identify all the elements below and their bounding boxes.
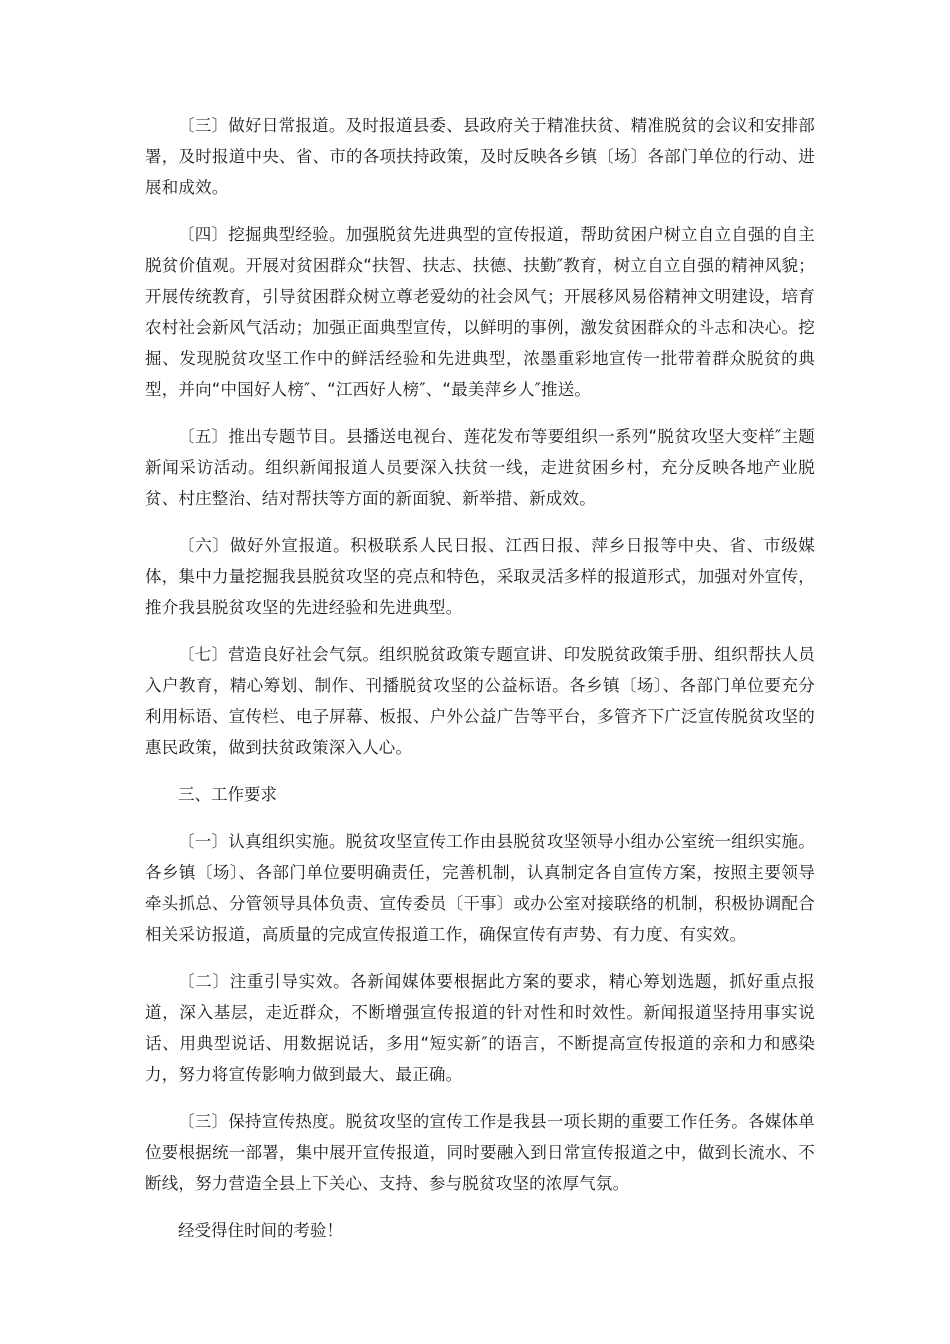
paragraph-maintain-publicity: 〔三〕保持宣传热度。脱贫攻坚的宣传工作是我县一项长期的重要工作任务。各媒体单位要根据统一部署，集中展开宣传报道，同时要融入到日常宣传报道之中，做到长流水、不断线，努力营造全县上下关心、支持、参与脱贫攻坚的浓厚气氛。: [145, 1112, 815, 1193]
paragraph-external-publicity: 〔六〕做好外宣报道。积极联系人民日报、江西日报、萍乡日报等中央、省、市级媒体，集中力量挖掘我县脱贫攻坚的亮点和特色，采取灵活多样的报道形式，加强对外宣传，推介我县脱贫攻坚的先进经验和先进典型。: [145, 536, 815, 617]
document-page: [145, 110, 815, 1246]
paragraph-typical-experience: 〔四〕挖掘典型经验。加强脱贫先进典型的宣传报道，帮助贫困户树立自立自强的自主脱贫价值观。开展对贫困群众“扶智、扶志、扶德、扶勤″教育，树立自立自强的精神风貌；开展传统教育，引导贫困群众树立尊老爱幼的社会风气；开展移风易俗精神文明建设，培育农村社会新风气活动；加强正面典型宣传，以鲜明的事例，激发贫困群众的斗志和决心。挖掘、发现脱贫攻坚工作中的鲜活经验和先进典型，浓墨重彩地宣传一批带着群众脱贫的典型，并向“中国好人榜″、“江西好人榜″、“最美萍乡人″推送。: [145, 225, 815, 399]
closing-line: 经受得住时间的考验！: [178, 1221, 343, 1240]
paragraph-report-daily: 〔三〕做好日常报道。及时报道县委、县政府关于精准扶贫、精准脱贫的会议和安排部署，及时报道中央、省、市的各项扶持政策，及时反映各乡镇〔场〕各部门单位的行动、进展和成效。: [145, 116, 815, 197]
paragraph-special-programs: 〔五〕推出专题节目。县播送电视台、莲花发布等要组织一系列“脱贫攻坚大变样″主题新闻采访活动。组织新闻报道人员要深入扶贫一线，走进贫困乡村，充分反映各地产业脱贫、村庄整治、结对帮扶等方面的新面貌、新举措、新成效。: [145, 427, 815, 508]
paragraph-social-atmosphere: 〔七〕营造良好社会气氛。组织脱贫政策专题宣讲、印发脱贫政策手册、组织帮扶人员入户教育，精心筹划、制作、刊播脱贫攻坚的公益标语。各乡镇〔场〕、各部门单位要充分利用标语、宣传栏、电子屏幕、板报、户外公益广告等平台，多管齐下广泛宣传脱贫攻坚的惠民政策，做到扶贫政策深入人心。: [145, 645, 815, 757]
paragraph-guidance-effectiveness: 〔二〕注重引导实效。各新闻媒体要根据此方案的要求，精心筹划选题，抓好重点报道，深入基层，走近群众，不断增强宣传报道的针对性和时效性。新闻报道坚持用事实说话、用典型说话、用数据说话，多用“短实新″的语言，不断提高宣传报道的亲和力和感染力，努力将宣传影响力做到最大、最正确。: [145, 972, 815, 1084]
paragraph-organize-implementation: 〔一〕认真组织实施。脱贫攻坚宣传工作由县脱贫攻坚领导小组办公室统一组织实施。各乡镇〔场〕、各部门单位要明确责任，完善机制，认真制定各自宣传方案，按照主要领导牵头抓总、分管领导具体负责、宣传委员〔干事〕或办公室对接联络的机制，积极协调配合相关采访报道，高质量的完成宣传报道工作，确保宣传有声势、有力度、有实效。: [145, 832, 815, 944]
section-heading-work-requirements: 三、工作要求: [178, 785, 277, 804]
